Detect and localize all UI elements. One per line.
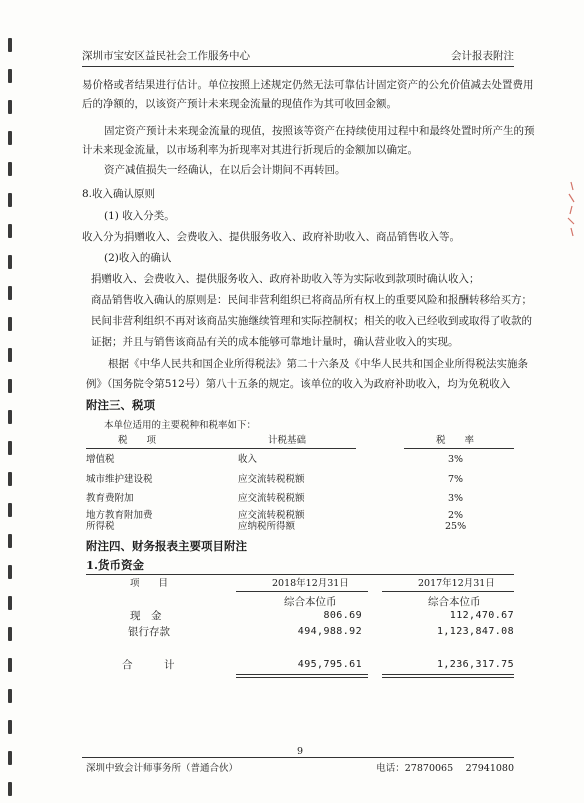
- tax-name-cell: 所得税: [86, 521, 115, 532]
- cash-value-2017: 112,470.67: [449, 610, 514, 621]
- binding-hole: [8, 38, 12, 52]
- subsection-heading: (2)收入的确认: [104, 252, 172, 264]
- date-col-header-2018: 2018年12月31日: [272, 578, 349, 589]
- binding-hole: [8, 751, 12, 765]
- tax-basis-cell: 应纳税所得额: [238, 521, 296, 532]
- red-margin-stamp-icon: [565, 180, 577, 240]
- cash-item-name: 现 金: [130, 610, 162, 622]
- binding-hole: [8, 658, 12, 672]
- binding-hole: [8, 596, 12, 610]
- item-col-header: 项 目: [130, 578, 169, 589]
- table-rule: [236, 591, 368, 592]
- binding-hole: [8, 782, 12, 796]
- total-underline: [382, 674, 514, 675]
- tax-rate-cell: 3%: [448, 454, 464, 465]
- binding-hole: [8, 627, 12, 641]
- binding-hole: [8, 286, 12, 300]
- bank-item-name: 银行存款: [128, 626, 170, 638]
- paragraph-line: 计未来现金流量，以市场利率为折现率对其进行折现后的金额加以确定。: [82, 144, 418, 156]
- binding-hole: [8, 348, 12, 362]
- total-value-2018: 495,795.61: [297, 659, 362, 670]
- binding-hole: [8, 534, 12, 548]
- table-rule: [382, 591, 514, 592]
- basis-col-header: 计税基础: [268, 435, 307, 446]
- tax-intro: 本单位适用的主要税种和税率如下：: [104, 420, 257, 431]
- paragraph-line: 后的净额的，以该资产预计未来现金流量的现值作为其可收回金额。: [82, 98, 397, 110]
- tax-rate-cell: 3%: [448, 493, 464, 504]
- tax-rate-cell: 2%: [448, 510, 464, 521]
- page-header: [82, 48, 514, 64]
- tax-basis-cell: 应交流转税税额: [238, 493, 305, 504]
- binding-hole: [8, 472, 12, 486]
- binding-hole: [8, 224, 12, 238]
- currency-unit-2018: 综合本位币: [284, 596, 337, 608]
- subsection-heading: (1) 收入分类。: [104, 210, 175, 222]
- tax-section-heading: 附注三、税项: [86, 398, 155, 412]
- total-value-2017: 1,236,317.75: [436, 659, 514, 670]
- binding-hole: [8, 441, 12, 455]
- page-number: 9: [297, 746, 304, 757]
- section-heading: 8.收入确认原则: [82, 188, 156, 200]
- binding-hole: [8, 410, 12, 424]
- binding-holes: [6, 0, 20, 803]
- paragraph-line: 民间非营利组织不再对该商品实施继续管理和实际控制权；相关的收入已经收到或取得了收款的: [91, 315, 532, 327]
- header-org-name: 深圳市宝安区益民社会工作服务中心: [82, 50, 250, 62]
- bank-value-2017: 1,123,847.08: [436, 626, 514, 637]
- tax-col-header: 税 项: [118, 435, 157, 446]
- paragraph-line: 例》（国务院令第512号）第八十五条的规定。该单位的收入为政府补助收入，均为免税收入: [86, 378, 511, 390]
- binding-hole: [8, 379, 12, 393]
- paragraph-line: 收入分为捐赠收入、会费收入、提供服务收入、政府补助收入、商品销售收入等。: [82, 231, 460, 243]
- binding-hole: [8, 689, 12, 703]
- header-rule: [82, 66, 514, 67]
- binding-hole: [8, 317, 12, 331]
- notes-section-heading: 附注四、财务报表主要项目附注: [86, 539, 247, 553]
- footer-phone: 电话：27870065 27941080: [376, 763, 514, 774]
- tax-name-cell: 教育费附加: [86, 493, 134, 504]
- paragraph-line: 捐赠收入、会费收入、提供服务收入、政府补助收入等为实际收到款项时确认收入；: [91, 273, 480, 285]
- header-report-title: 会计报表附注: [451, 50, 514, 62]
- total-double-underline: [236, 677, 368, 678]
- paragraph-line: 固定资产预计未来现金流量的现值，按照该等资产在持续使用过程中和最终处置时所产生的预: [104, 125, 535, 137]
- table-rule: [404, 448, 514, 449]
- binding-hole: [8, 131, 12, 145]
- binding-hole: [8, 503, 12, 517]
- rate-col-header: 税 率: [436, 435, 475, 446]
- binding-hole: [8, 720, 12, 734]
- binding-hole: [8, 162, 12, 176]
- total-label: 合 计: [122, 659, 175, 671]
- binding-hole: [8, 193, 12, 207]
- date-col-header-2017: 2017年12月31日: [418, 578, 495, 589]
- table-rule: [236, 448, 356, 449]
- paragraph-line: 根据《中华人民共和国企业所得税法》第二十六条及《中华人民共和国企业所得税法实施条: [108, 358, 528, 370]
- tax-name-cell: 地方教育附加费: [86, 510, 153, 521]
- tax-basis-cell: 应交流转税税额: [238, 474, 305, 485]
- tax-basis-cell: 收入: [238, 454, 258, 465]
- binding-hole: [8, 100, 12, 114]
- footer-rule: [82, 757, 514, 758]
- cash-value-2018: 806.69: [323, 610, 362, 621]
- paragraph-line: 商品销售收入确认的原则是：民间非营利组织已将商品所有权上的重要风险和报酬转移给买方；: [91, 294, 532, 306]
- paragraph-line: 易价格或者结果进行估计。单位按照上述规定仍然无法可靠估计固定资产的公允价值减去处置费用: [82, 79, 534, 91]
- tax-name-cell: 增值税: [86, 454, 115, 465]
- total-double-underline: [382, 677, 514, 678]
- cash-subheading: 1.货币资金: [86, 558, 145, 572]
- table-top-rule: [86, 574, 514, 575]
- currency-unit-2017: 综合本位币: [428, 596, 481, 608]
- paragraph-line: 证据；并且与销售该商品有关的成本能够可靠地计量时，确认营业收入的实现。: [91, 336, 459, 348]
- footer-firm-name: 深圳中致会计师事务所（普通合伙）: [86, 763, 239, 774]
- tax-basis-cell: 应交流转税税额: [238, 510, 305, 521]
- total-underline: [236, 674, 368, 675]
- bank-value-2018: 494,988.92: [297, 626, 362, 637]
- binding-hole: [8, 565, 12, 579]
- tax-rate-cell: 7%: [448, 474, 464, 485]
- binding-hole: [8, 255, 12, 269]
- paragraph-line: 资产减值损失一经确认，在以后会计期间不再转回。: [104, 164, 346, 176]
- tax-rate-cell: 25%: [445, 521, 467, 532]
- binding-hole: [8, 69, 12, 83]
- tax-name-cell: 城市维护建设税: [86, 474, 153, 485]
